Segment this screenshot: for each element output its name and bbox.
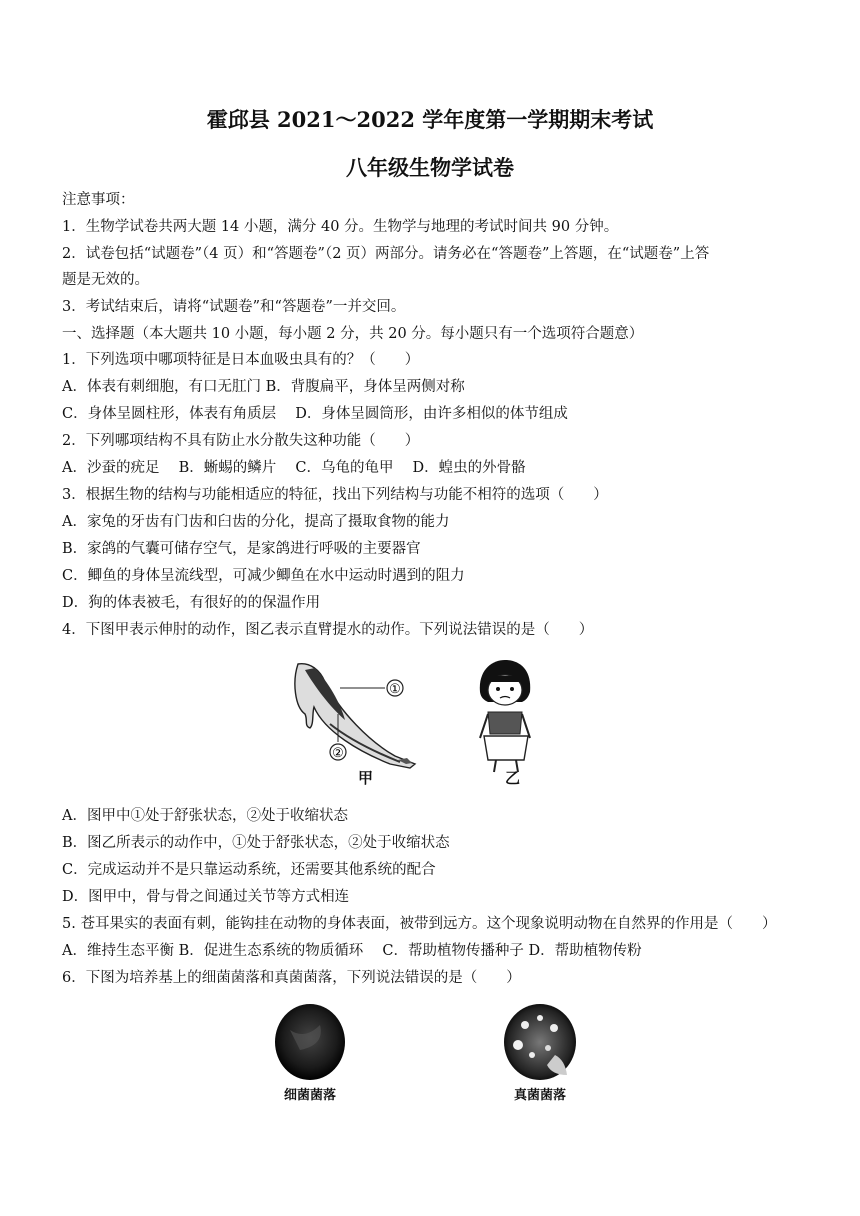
figure-caption-fungus: 真菌菌落: [514, 1088, 567, 1103]
question-option: C．鲫鱼的身体呈流线型，可减少鲫鱼在水中运动时遇到的阻力: [62, 568, 465, 584]
question-option: C．完成运动并不是只靠运动系统，还需要其他系统的配合: [62, 862, 436, 878]
fig-label-1: ①: [389, 682, 401, 697]
arm-movement-figure: [270, 652, 590, 792]
fig-label-2: ②: [332, 746, 344, 761]
question-stem: 3．根据生物的结构与功能相适应的特征，找出下列结构与功能不相符的选项（ ）: [62, 487, 608, 503]
bacteria-colony-image: [275, 1004, 345, 1080]
question-option: A．维持生态平衡 B．促进生态系统的物质循环 C．帮助植物传播种子 D．帮助植物传粉: [62, 943, 642, 959]
exam-subtitle: 八年级生物学试卷: [346, 155, 514, 180]
section-heading: 一、选择题（本大题共 10 小题，每小题 2 分，共 20 分。每小题只有一个选项符合题意）: [62, 326, 644, 342]
question-option: C．身体呈圆柱形，体表有角质层 D．身体呈圆筒形，由许多相似的体节组成: [62, 406, 568, 422]
notes-heading: 注意事项：: [62, 192, 135, 208]
figure-caption-b: 乙: [505, 769, 521, 787]
note-item: 2．试卷包括“试题卷”（4 页）和“答题卷”（2 页）两部分。请务必在“答题卷”上答题，在“试题卷”上答: [62, 246, 710, 262]
figure-caption-a: 甲: [358, 769, 374, 787]
question-option: A．图甲中①处于舒张状态，②处于收缩状态: [62, 808, 348, 824]
question-option: B．家鸽的气囊可储存空气，是家鸽进行呼吸的主要器官: [62, 541, 421, 557]
question-stem: 5. 苍耳果实的表面有刺，能钩挂在动物的身体表面，被带到远方。这个现象说明动物在自然界的作用是（ ）: [62, 916, 777, 932]
question-option: A．沙蚕的疣足 B．蜥蜴的鳞片 C．乌龟的龟甲 D．蝗虫的外骨骼: [62, 460, 526, 476]
arm-extension-illustration: [295, 664, 415, 768]
question-option: A．体表有刺细胞，有口无肛门 B．背腹扁平，身体呈两侧对称: [62, 379, 465, 395]
note-item: 1．生物学试卷共两大题 14 小题，满分 40 分。生物学与地理的考试时间共 90 分钟。: [62, 219, 619, 235]
question-option: D．狗的体表被毛，有很好的的保温作用: [62, 595, 321, 611]
note-item: 3．考试结束后，请将“试题卷”和“答题卷”一并交回。: [62, 299, 406, 315]
exam-title: 霍邱县 2021～2022 学年度第一学期期末考试: [206, 107, 654, 132]
colony-figure: [270, 1000, 590, 1085]
question-option: A．家兔的牙齿有门齿和臼齿的分化，提高了摄取食物的能力: [62, 514, 450, 530]
question-option: B．图乙所表示的动作中，①处于舒张状态，②处于收缩状态: [62, 835, 450, 851]
question-stem: 1．下列选项中哪项特征是日本血吸虫具有的？（ ）: [62, 352, 420, 368]
figure-caption-bacteria: 细菌菌落: [284, 1088, 337, 1103]
note-item: 题是无效的。: [62, 272, 149, 288]
question-stem: 6．下图为培养基上的细菌菌落和真菌菌落，下列说法错误的是（ ）: [62, 970, 521, 986]
question-stem: 2．下列哪项结构不具有防止水分散失这种功能（ ）: [62, 433, 420, 449]
question-option: D．图甲中，骨与骨之间通过关节等方式相连: [62, 889, 350, 905]
fungus-colony-image: [504, 1004, 576, 1080]
person-lifting-bucket-illustration: [480, 660, 530, 772]
question-stem: 4．下图甲表示伸肘的动作，图乙表示直臂提水的动作。下列说法错误的是（ ）: [62, 622, 594, 638]
